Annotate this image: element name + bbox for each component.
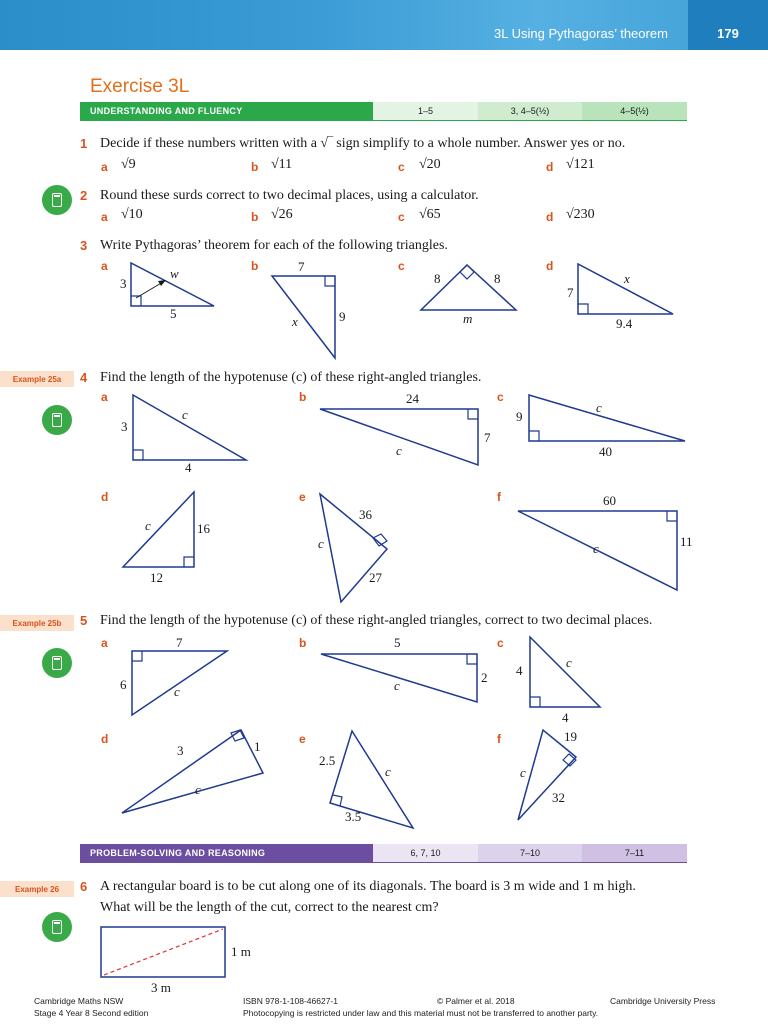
band-label: UNDERSTANDING AND FLUENCY bbox=[80, 102, 373, 120]
part-label: d bbox=[546, 160, 554, 174]
part-label: c bbox=[497, 636, 504, 650]
part-label: b bbox=[251, 259, 259, 273]
part-label: a bbox=[101, 160, 108, 174]
question-number: 5 bbox=[80, 613, 88, 628]
part-label: d bbox=[546, 210, 554, 224]
svg-text:9: 9 bbox=[339, 309, 346, 324]
svg-text:7: 7 bbox=[176, 635, 183, 650]
svg-text:5: 5 bbox=[394, 635, 401, 650]
svg-text:32: 32 bbox=[552, 790, 565, 805]
part-label: d bbox=[101, 490, 109, 504]
band-col-2: 3, 4–5(½) bbox=[478, 102, 582, 120]
triangle-q4a bbox=[133, 395, 246, 460]
triangle-q5a bbox=[132, 651, 227, 715]
svg-text:m: m bbox=[463, 311, 473, 326]
footer-notice: Photocopying is restricted under law and this material must not be transferred to another party. bbox=[243, 1008, 599, 1018]
part-label: c bbox=[398, 259, 405, 273]
svg-text:c: c bbox=[318, 536, 324, 551]
svg-text:60: 60 bbox=[603, 493, 616, 508]
part-label: a bbox=[101, 390, 108, 404]
part-label: c bbox=[398, 210, 405, 224]
part-label: c bbox=[497, 390, 504, 404]
band-col-1: 6, 7, 10 bbox=[373, 844, 478, 862]
board-height: 1 m bbox=[231, 944, 251, 959]
svg-text:c: c bbox=[396, 443, 402, 458]
svg-text:c: c bbox=[593, 541, 599, 556]
svg-text:c: c bbox=[520, 765, 526, 780]
question-text: A rectangular board is to be cut along one of its diagonals. The board is 3 m wide and 1 m high. bbox=[100, 879, 636, 894]
band-col-2: 7–10 bbox=[478, 844, 582, 862]
svg-text:4: 4 bbox=[516, 663, 523, 678]
page-number: 179 bbox=[717, 26, 739, 41]
svg-text:40: 40 bbox=[599, 444, 612, 459]
svg-text:x: x bbox=[292, 314, 298, 329]
svg-text:4: 4 bbox=[185, 460, 192, 475]
part-value: √230 bbox=[566, 207, 595, 222]
part-label: d bbox=[101, 732, 109, 746]
svg-text:2: 2 bbox=[481, 670, 488, 685]
part-value: √20 bbox=[419, 157, 441, 172]
triangle-q5e bbox=[330, 731, 413, 828]
svg-text:7: 7 bbox=[567, 285, 574, 300]
svg-text:36: 36 bbox=[359, 507, 372, 522]
band-col-3: 7–11 bbox=[582, 844, 687, 862]
svg-text:9: 9 bbox=[516, 409, 523, 424]
svg-text:3.5: 3.5 bbox=[345, 809, 362, 824]
question-number: 3 bbox=[80, 238, 88, 253]
svg-text:c: c bbox=[145, 518, 151, 533]
part-label: b bbox=[299, 636, 307, 650]
question-text: Find the length of the hypotenuse (c) of these right-angled triangles. bbox=[100, 370, 482, 385]
part-value: √9 bbox=[121, 157, 136, 172]
question-text: Write Pythagoras’ theorem for each of the following triangles. bbox=[100, 238, 448, 253]
triangle-q4e bbox=[320, 494, 387, 602]
triangle-q5d bbox=[122, 730, 263, 813]
question-number: 6 bbox=[80, 879, 88, 894]
part-value: √11 bbox=[271, 157, 293, 172]
svg-text:c: c bbox=[385, 764, 391, 779]
part-label: f bbox=[497, 490, 501, 504]
band-col-1: 1–5 bbox=[373, 102, 478, 120]
svg-text:7: 7 bbox=[298, 259, 305, 274]
part-label: e bbox=[299, 490, 306, 504]
part-label: a bbox=[101, 259, 108, 273]
footer-isbn: ISBN 978-1-108-46627-1 bbox=[243, 996, 338, 1006]
example-tag[interactable]: Example 26 bbox=[0, 881, 74, 897]
svg-text:3: 3 bbox=[121, 419, 128, 434]
part-value: √10 bbox=[121, 207, 143, 222]
example-tag[interactable]: Example 25a bbox=[0, 371, 74, 387]
example-tag[interactable]: Example 25b bbox=[0, 615, 74, 631]
part-value: √121 bbox=[566, 157, 595, 172]
footer-publisher: Cambridge University Press bbox=[610, 996, 716, 1006]
svg-text:19: 19 bbox=[564, 729, 577, 744]
svg-text:9.4: 9.4 bbox=[616, 316, 633, 331]
svg-text:c: c bbox=[596, 400, 602, 415]
band-label: PROBLEM-SOLVING AND REASONING bbox=[80, 844, 373, 862]
svg-text:8: 8 bbox=[494, 271, 501, 286]
svg-text:3: 3 bbox=[177, 743, 184, 758]
question-text: Round these surds correct to two decimal places, using a calculator. bbox=[100, 188, 479, 203]
section-title: 3L Using Pythagoras’ theorem bbox=[494, 26, 668, 41]
svg-text:8: 8 bbox=[434, 271, 441, 286]
part-label: b bbox=[251, 210, 259, 224]
question-text: Decide if these numbers written with a √‾ sign simplify to a whole number. Answer yes or no. bbox=[100, 136, 626, 151]
svg-text:27: 27 bbox=[369, 570, 382, 585]
question-text: What will be the length of the cut, correct to the nearest cm? bbox=[100, 900, 439, 915]
svg-text:6: 6 bbox=[120, 677, 127, 692]
svg-text:5: 5 bbox=[170, 306, 177, 321]
svg-text:16: 16 bbox=[197, 521, 210, 536]
triangle-q4c bbox=[529, 395, 685, 441]
band-col-3: 4–5(½) bbox=[582, 102, 687, 120]
exercise-title: Exercise 3L bbox=[90, 76, 190, 97]
svg-text:c: c bbox=[195, 782, 201, 797]
svg-text:4: 4 bbox=[562, 710, 569, 725]
svg-text:c: c bbox=[182, 407, 188, 422]
board-width: 3 m bbox=[151, 980, 171, 995]
part-label: a bbox=[101, 210, 108, 224]
part-label: e bbox=[299, 732, 306, 746]
question-number: 1 bbox=[80, 136, 88, 151]
svg-text:x: x bbox=[624, 271, 630, 286]
svg-text:3: 3 bbox=[120, 276, 127, 291]
part-label: a bbox=[101, 636, 108, 650]
svg-text:12: 12 bbox=[150, 570, 163, 585]
part-value: √65 bbox=[419, 207, 441, 222]
part-label: b bbox=[251, 160, 259, 174]
svg-text:c: c bbox=[174, 684, 180, 699]
svg-text:c: c bbox=[394, 678, 400, 693]
question-number: 4 bbox=[80, 370, 88, 385]
triangle-q4d bbox=[123, 492, 194, 567]
part-label: d bbox=[546, 259, 554, 273]
svg-text:2.5: 2.5 bbox=[319, 753, 336, 768]
part-label: f bbox=[497, 732, 501, 746]
svg-text:7: 7 bbox=[484, 430, 491, 445]
part-label: c bbox=[398, 160, 405, 174]
svg-text:24: 24 bbox=[406, 391, 419, 406]
part-value: √26 bbox=[271, 207, 293, 222]
footer-book: Cambridge Maths NSW bbox=[34, 996, 124, 1006]
triangle-q3b bbox=[272, 276, 335, 358]
svg-text:w: w bbox=[170, 266, 179, 281]
part-label: b bbox=[299, 390, 307, 404]
svg-text:c: c bbox=[566, 655, 572, 670]
question-number: 2 bbox=[80, 188, 88, 203]
question-text: Find the length of the hypotenuse (c) of these right-angled triangles, correct to two decimal places. bbox=[100, 613, 653, 628]
svg-text:11: 11 bbox=[680, 534, 693, 549]
footer-edition: Stage 4 Year 8 Second edition bbox=[34, 1008, 149, 1018]
footer-copyright: © Palmer et al. 2018 bbox=[437, 996, 515, 1006]
svg-text:1: 1 bbox=[254, 739, 261, 754]
